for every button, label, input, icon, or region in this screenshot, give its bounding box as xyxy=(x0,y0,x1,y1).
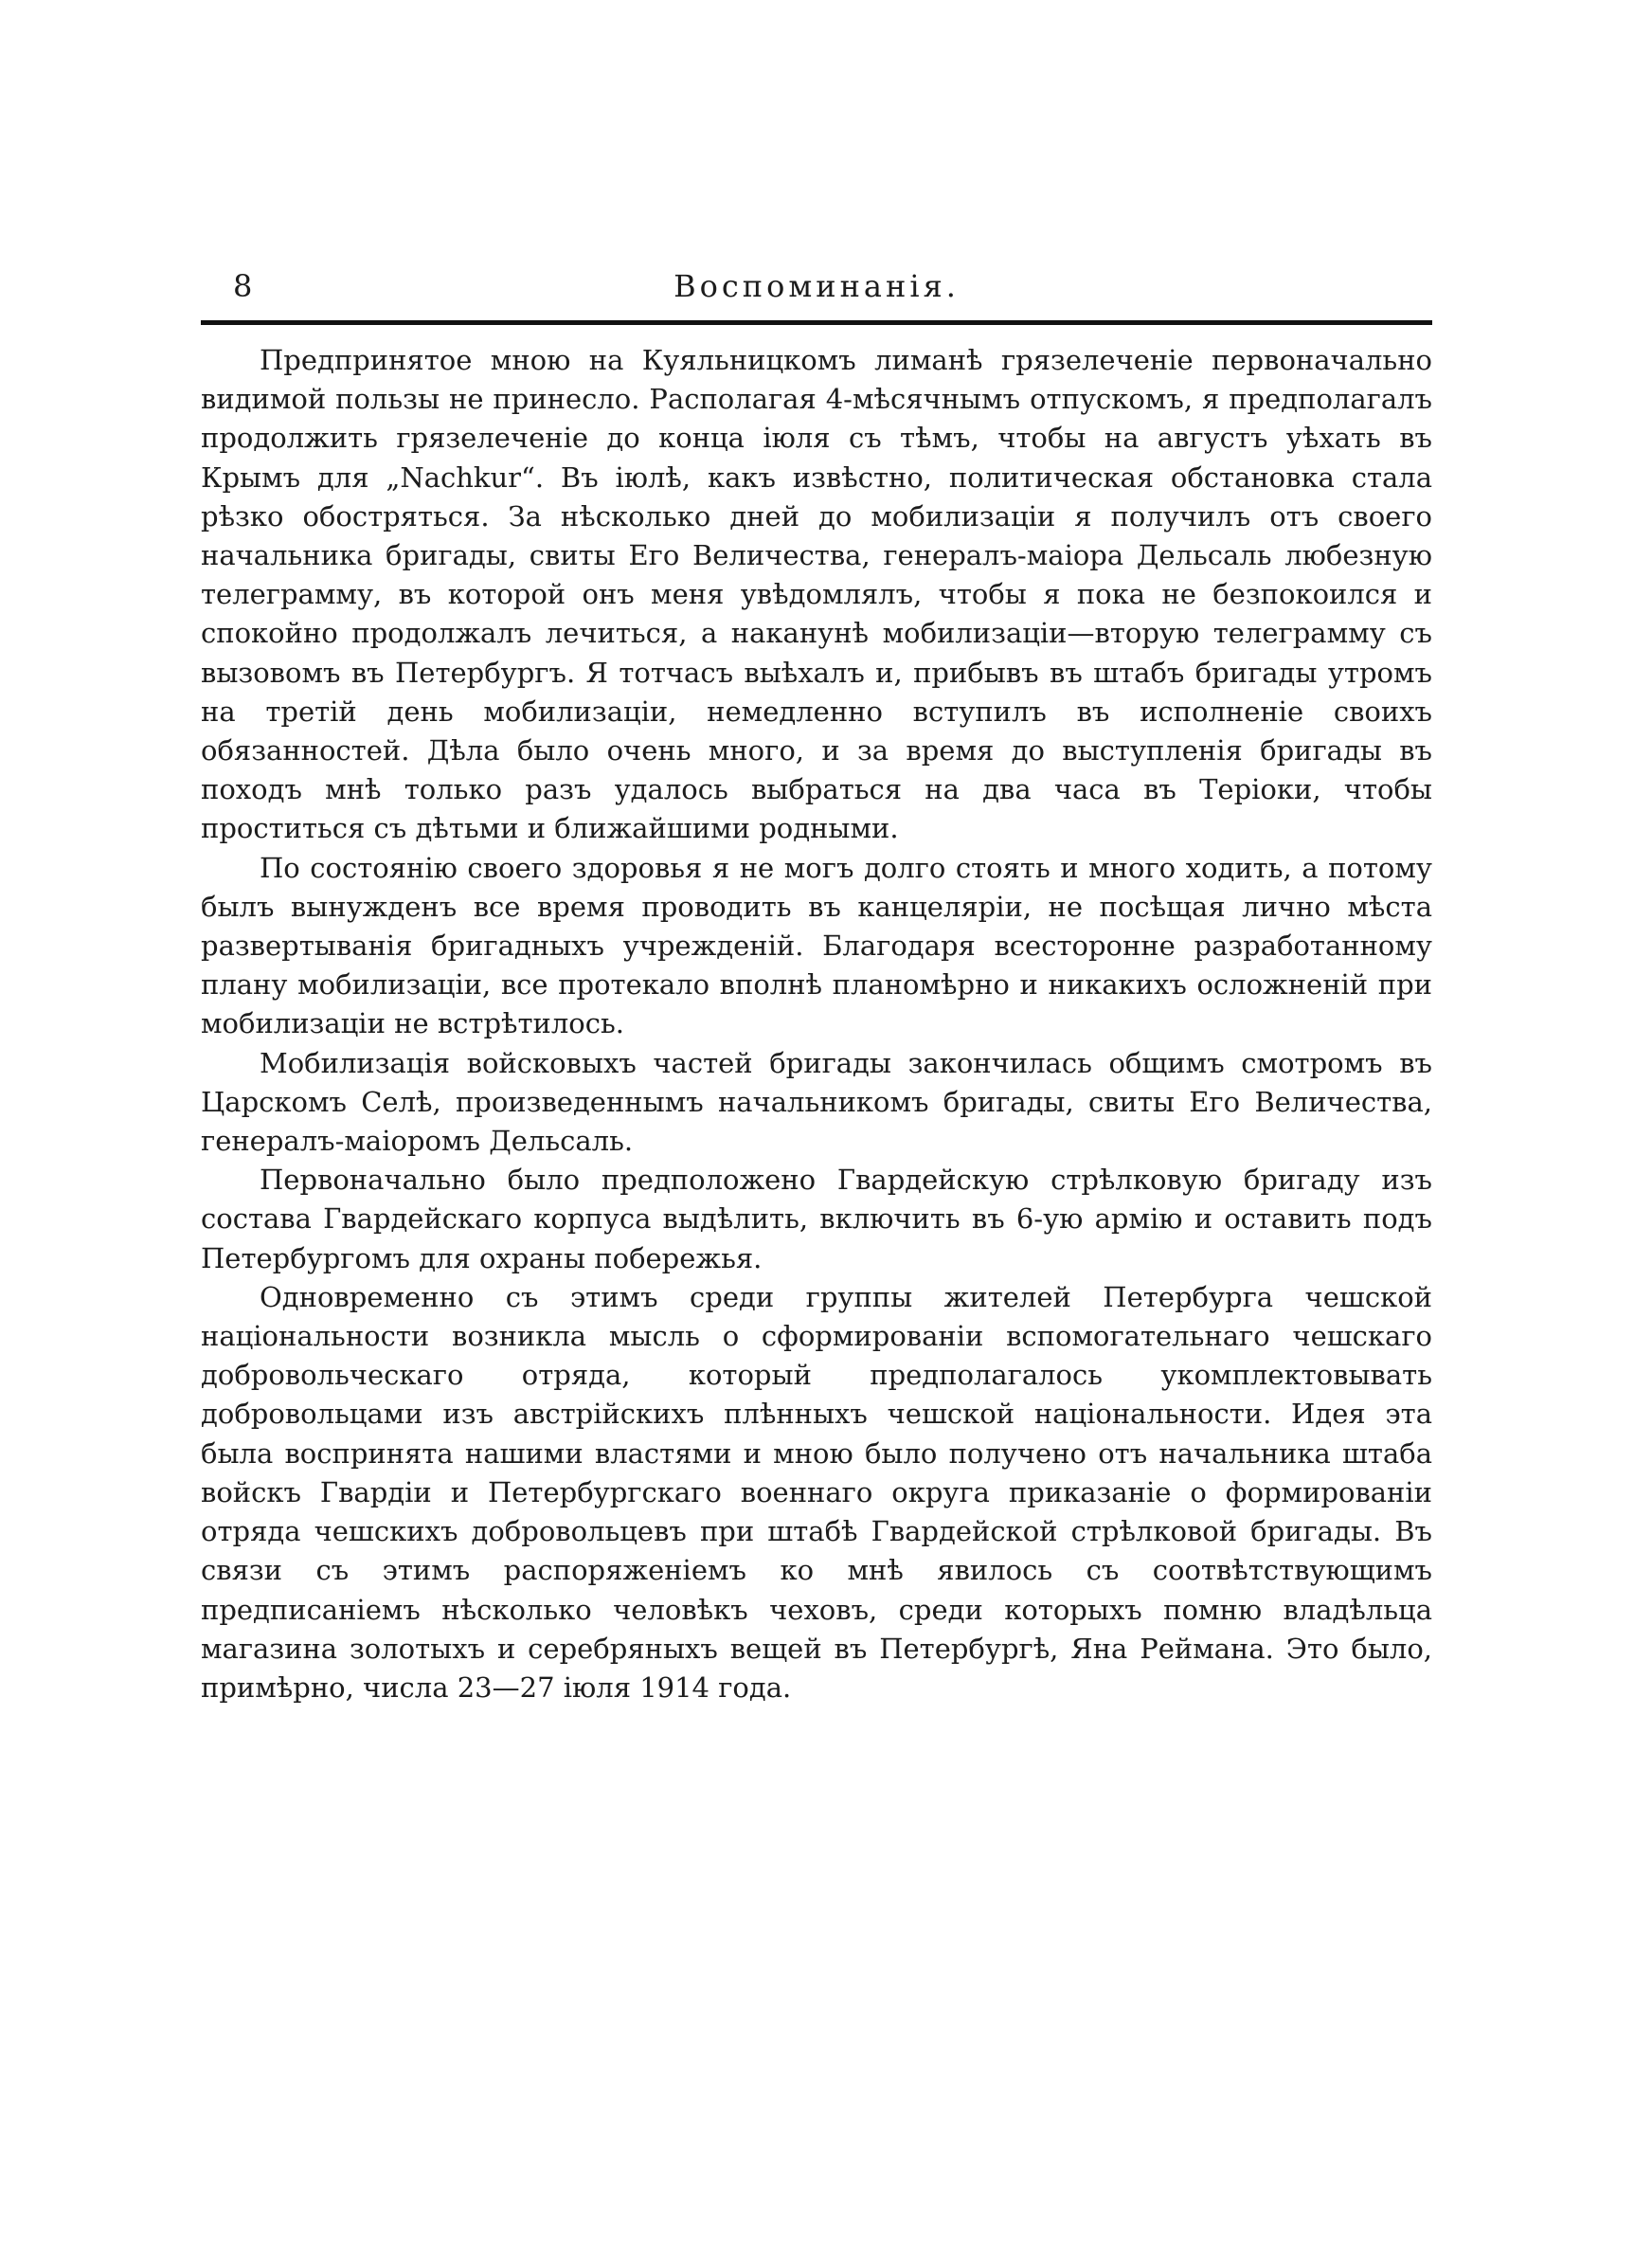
paragraph-czech-volunteers: Одновременно съ этимъ среди группы жителей Петербурга чешской національности возникла мысль о сформированіи вспомогательнаго чешскаго добровольческаго отряда, который предполагалось укомплектовывать добровольцами изъ австрійскихъ плѣнныхъ чешской національности. Идея эта была воспринята нашими властями и мною было получено отъ начальника штаба войскъ Гвардіи и Петербургскаго военнаго округа приказаніе о формированіи отряда чешскихъ добровольцевъ при штабѣ Гвардейской стрѣлковой бригады. Въ связи съ этимъ распоряженіемъ ко мнѣ явилось съ соотвѣтствующимъ предписаніемъ нѣсколько человѣкъ чеховъ, среди которыхъ помню владѣльца магазина золотыхъ и серебряныхъ вещей въ Петербургѣ, Яна Реймана. Это было, примѣрно, числа 23—27 іюля 1914 года. xyxy=(201,1280,1432,1704)
header-rule xyxy=(201,320,1432,325)
paragraph-mobilization-review: Мобилизація войсковыхъ частей бригады закончилась общимъ смотромъ въ Царскомъ Селѣ, произведеннымъ начальникомъ бригады, свиты Его Величества, генералъ-маіоромъ Дельсаль. xyxy=(201,1046,1432,1158)
running-title: Воспоминанія. xyxy=(673,268,960,304)
page-header xyxy=(201,267,1432,320)
page-number: 8 xyxy=(233,268,254,304)
paragraph-brigade-assignment: Первоначально было предположено Гвардейскую стрѣлковую бригаду изъ состава Гвардейскаго корпуса выдѣлить, включить въ 6-ую армію и оставить подъ Петербургомъ для охраны побережья. xyxy=(201,1164,1432,1274)
body-text xyxy=(201,341,1432,1707)
paragraph-mud-treatment: Предпринятое мною на Куяльницкомъ лиманѣ грязелеченіе первоначально видимой пользы не принесло. Располагая 4-мѣсячнымъ отпускомъ, я предполагалъ продолжить грязелеченіе до конца іюля съ тѣмъ, чтобы на августъ уѣхать въ Крымъ для „Nachkur“. Въ іюлѣ, какъ извѣстно, политическая обстановка стала рѣзко обостряться. За нѣсколько дней до мобилизаціи я получилъ отъ своего начальника бригады, свиты Его Величества, генералъ-маіора Дельсаль любезную телеграмму, въ которой онъ меня увѣдомлялъ, чтобы я пока не безпокоился и спокойно продолжалъ лечиться, а наканунѣ мобилизаціи—вторую телеграмму съ вызовомъ въ Петербургъ. Я тотчасъ выѣхалъ и, прибывъ въ штабъ бригады утромъ на третій день мобилизаціи, немедленно вступилъ въ исполненіе своихъ обязанностей. Дѣла было очень много, и за время до выступленія бригады въ походъ мнѣ только разъ удалось выбраться на два часа въ Теріоки, чтобы проститься съ дѣтьми и ближайшими родными. xyxy=(201,344,1432,845)
paragraph-health-chancellery: По состоянію своего здоровья я не могъ долго стоять и много ходить, а потому былъ вынужденъ все время проводить въ канцеляріи, не посѣщая лично мѣста развертыванія бригадныхъ учрежденій. Благодаря всесторонне разработанному плану мобилизаціи, все протекало вполнѣ планомѣрно и никакихъ осложненій при мобилизаціи не встрѣтилось. xyxy=(201,851,1432,1040)
